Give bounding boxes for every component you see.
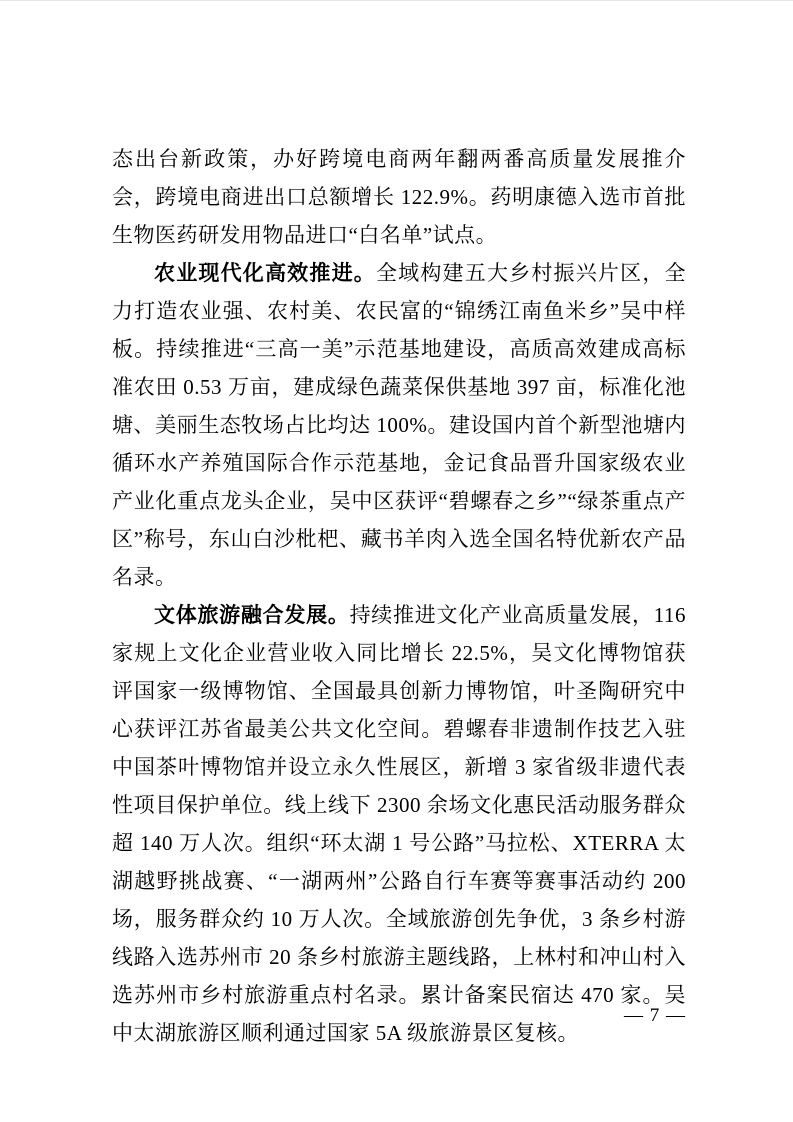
page-number: — 7 —	[624, 1005, 686, 1026]
paragraph-continuation	[112, 140, 686, 254]
paragraph-text: 持续推进文化产业高质量发展，116 家规上文化企业营业收入同比增长 22.5%，吴文化博物馆获评国家一级博物馆、全国最具创新力博物馆，叶圣陶研究中心获评江苏省最美公共文化空间。碧螺春非遗制作技艺入驻中国茶叶博物馆并设立永久性展区，新增 3 家省级非遗代表性项目保护单位。线上线下 2300 余场文化惠民活动服务群众超 140 万人次。组织“环太湖 1 号公路”马拉松、XTERRA 太湖越野挑战赛、“一湖两州”公路自行车赛等赛事活动约 200 场，服务群众约 10 万人次。全域旅游创先争优，3 条乡村游线路入选苏州市 20 条乡村旅游主题线路，上林村和冲山村入选苏州市乡村旅游重点村名录。累计备案民宿达 470 家。吴中太湖旅游区顺利通过国家 5A 级旅游景区复核。	[112, 603, 686, 1045]
paragraph-lead-culture-tourism: 文体旅游融合发展。	[154, 603, 350, 627]
paragraph-agriculture	[112, 254, 686, 596]
paragraph-text: 全域构建五大乡村振兴片区，全力打造农业强、农村美、农民富的“锦绣江南鱼米乡”吴中样板。持续推进“三高一美”示范基地建设，高质高效建成高标准农田 0.53 万亩，建成绿色蔬菜保供基地 397 亩，标准化池塘、美丽生态牧场占比均达 100%。建设国内首个新型池塘内循环水产养殖国际合作示范基地，金记食品晋升国家级农业产业化重点龙头企业，吴中区获评“碧螺春之乡”“绿茶重点产区”称号，东山白沙枇杷、藏书羊肉入选全国名特优新农产品名录。	[112, 261, 687, 589]
paragraph-text: 态出台新政策，办好跨境电商两年翻两番高质量发展推介会，跨境电商进出口总额增长 122.9%。药明康德入选市首批生物医药研发用物品进口“白名单”试点。	[112, 147, 686, 247]
paragraph-lead-agriculture: 农业现代化高效推进。	[154, 261, 376, 285]
document-body	[112, 140, 686, 1052]
paragraph-culture-tourism	[112, 596, 686, 1052]
